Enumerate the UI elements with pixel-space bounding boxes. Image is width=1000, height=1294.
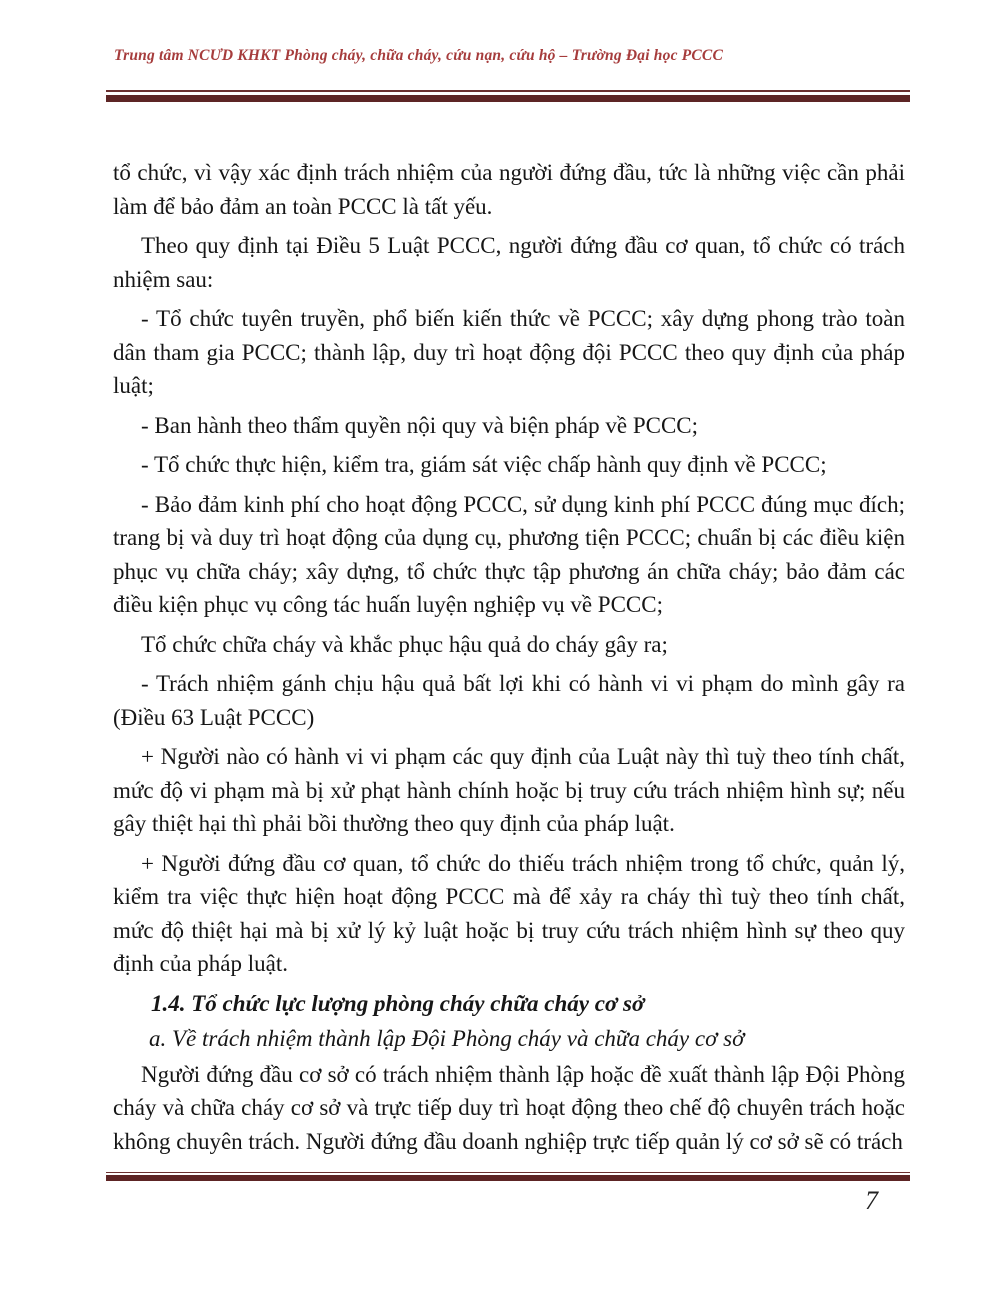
paragraph-list-item: - Bảo đảm kinh phí cho hoạt động PCCC, sử dụng kinh phí PCCC đúng mục đích; trang bị và duy trì hoạt động của dụng cụ, phương tiện PCCC; chuẩn bị các điều kiện phục vụ chữa cháy; xây dựng, tổ chức thực tập phương án chữa cháy; bảo đảm các điều kiện phục vụ công tác huấn luyện nghiệp vụ về PCCC; bbox=[113, 491, 905, 617]
paragraph-list-item: - Tổ chức thực hiện, kiểm tra, giám sát việc chấp hành quy định về PCCC; bbox=[141, 452, 827, 477]
header-rule bbox=[106, 90, 910, 102]
section-heading-1-4: 1.4. Tổ chức lực lượng phòng cháy chữa cháy cơ sở bbox=[151, 990, 645, 1016]
paragraph-sub-item: + Người đứng đầu cơ quan, tổ chức do thiếu trách nhiệm trong tổ chức, quản lý, kiểm tra việc thực hiện hoạt động PCCC mà để xảy ra cháy thì tuỳ theo tính chất, mức độ thiệt hại mà bị xử lý kỷ luật hoặc bị truy cứu trách nhiệm hình sự theo quy định của pháp luật. bbox=[113, 850, 905, 976]
page-number: 7 bbox=[865, 1186, 878, 1215]
paragraph-list-item: - Tổ chức tuyên truyền, phổ biến kiến thức về PCCC; xây dựng phong trào toàn dân tham gia PCCC; thành lập, duy trì hoạt động đội PCCC theo quy định của pháp luật; bbox=[113, 306, 905, 398]
footer-rule bbox=[106, 1172, 910, 1181]
paragraph: Tổ chức chữa cháy và khắc phục hậu quả do cháy gây ra; bbox=[141, 631, 668, 657]
paragraph-continuation: tổ chức, vì vậy xác định trách nhiệm của người đứng đầu, tức là những việc cần phải làm để bảo đảm an toàn PCCC là tất yếu. bbox=[113, 160, 905, 219]
header-rule-thick-bar bbox=[106, 95, 910, 102]
paragraph-list-item: - Ban hành theo thẩm quyền nội quy và biện pháp về PCCC; bbox=[141, 412, 699, 438]
paragraph: Người đứng đầu cơ sở có trách nhiệm thành lập hoặc đề xuất thành lập Đội Phòng cháy và chữa cháy cơ sở và trực tiếp duy trì hoạt động theo chế độ chuyên trách hoặc không chuyên trách. Người đứng đầu doanh nghiệp trực tiếp quản lý cơ sở sẽ có trách bbox=[113, 1061, 905, 1154]
footer-rule-thick-bar bbox=[106, 1175, 910, 1181]
paragraph: Theo quy định tại Điều 5 Luật PCCC, người đứng đầu cơ quan, tổ chức có trách nhiệm sau: bbox=[113, 233, 905, 292]
paragraph-list-item: - Trách nhiệm gánh chịu hậu quả bất lợi khi có hành vi vi phạm do mình gây ra (Điều 63 Luật PCCC) bbox=[113, 671, 905, 730]
sub-heading-a: a. Về trách nhiệm thành lập Đội Phòng cháy và chữa cháy cơ sở bbox=[149, 1026, 745, 1051]
paragraph-sub-item: + Người nào có hành vi vi phạm các quy định của Luật này thì tuỳ theo tính chất, mức độ vi phạm mà bị xử phạt hành chính hoặc bị truy cứu trách nhiệm hình sự; nếu gây thiệt hại thì phải bồi thường theo quy định của pháp luật. bbox=[113, 744, 905, 836]
page-header-title: Trung tâm NCƯD KHKT Phòng cháy, chữa cháy, cứu nạn, cứu hộ – Trường Đại học PCCC bbox=[114, 47, 724, 64]
document-body bbox=[113, 156, 905, 1164]
